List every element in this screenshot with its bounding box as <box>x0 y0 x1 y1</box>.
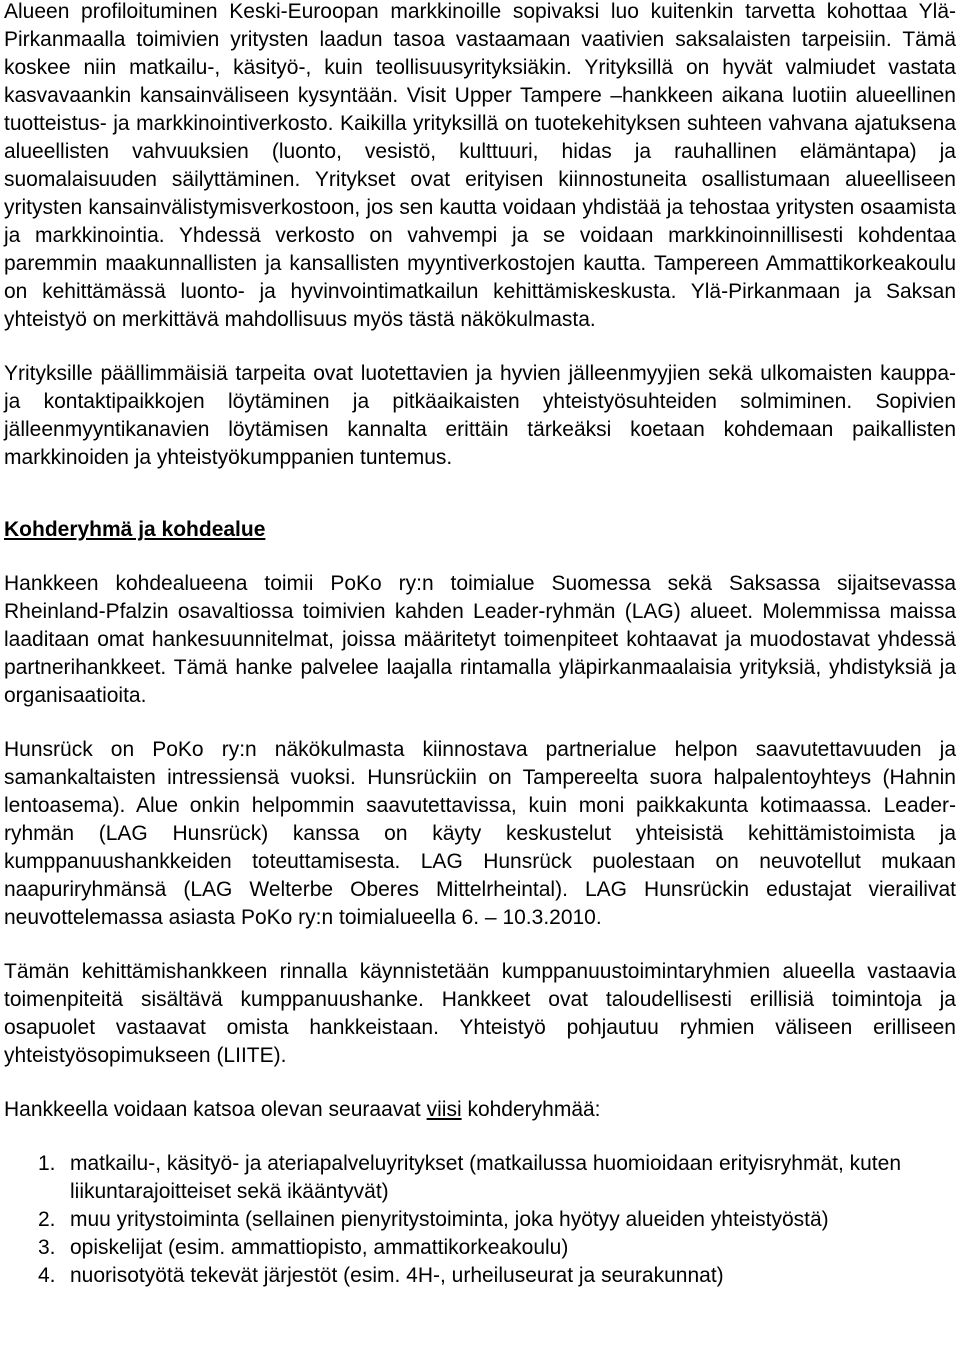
paragraph-company-needs: Yrityksille päällimmäisiä tarpeita ovat luotettavien ja hyvien jälleenmyyjien sekä ulkomaisten kauppa- ja kontaktipaikkojen löytäminen ja pitkäaikaisten yhteistyösuhteiden solmiminen. Sopivien jälleenmyyntikanavien löytämisen kannalta erittäin tärkeäksi koetaan kohdemaan paikallisten markkinoiden ja yhteistyökumppanien tuntemus. <box>4 362 956 469</box>
target-groups-intro <box>4 1096 956 1124</box>
list-item-number: 2. <box>38 1208 56 1231</box>
list-item-number: 4. <box>38 1264 56 1287</box>
paragraph-hunsruck: Hunsrück on PoKo ry:n näkökulmasta kiinnostava partnerialue helpon saavutettavuuden ja samankaltaisten intressiensä vuoksi. Hunsrückiin on Tampereelta suora halpalentoyhteys (Hahnin lentoasema). Alue onkin helpommin saavutettavissa, kuin moni paikkakunta kotimaassa. Leader-ryhmän (LAG Hunsrück) kanssa on käyty keskustelut yhteisistä kehittämistoimista ja kumppanuushankkeiden toteuttamisesta. LAG Hunsrück puolestaan on neuvotellut mukaan naapuriryhmänsä (LAG Welterbe Oberes Mittelrheintal). LAG Hunsrückin edustajat vierailivat neuvottelemassa asiasta PoKo ry:n toimialueella 6. – 10.3.2010. <box>4 738 956 929</box>
document-page <box>4 0 956 1290</box>
target-groups-list <box>4 1150 956 1290</box>
list-item <box>4 1206 956 1234</box>
list-item-text: matkailu-, käsityö- ja ateriapalveluyritykset (matkailussa huomioidaan erityisryhmät, kuten liikuntarajoitteiset sekä ikääntyvät) <box>70 1152 901 1203</box>
list-item-text: muu yritystoiminta (sellainen pienyritystoiminta, joka hyötyy alueiden yhteistyöstä) <box>70 1208 829 1231</box>
target-groups-intro-before: Hankkeella voidaan katsoa olevan seuraavat <box>4 1098 427 1121</box>
section-heading: Kohderyhmä ja kohdealue <box>4 518 266 541</box>
list-item-number: 1. <box>38 1152 56 1175</box>
list-item-text: nuorisotyötä tekevät järjestöt (esim. 4H-, urheiluseurat ja seurakunnat) <box>70 1264 724 1287</box>
list-item-number: 3. <box>38 1236 56 1259</box>
target-groups-intro-after: kohderyhmää: <box>461 1098 601 1121</box>
paragraph-partnership: Tämän kehittämishankkeen rinnalla käynnistetään kumppanuustoimintaryhmien alueella vastaavia toimenpiteitä sisältävä kumppanuushanke. Hankkeet ovat taloudellisesti erillisiä toimintoja ja osapuolet vastaavat omista hankkeistaan. Yhteistyö pohjautuu ryhmien väliseen erilliseen yhteistyösopimukseen (LIITE). <box>4 960 956 1067</box>
target-groups-intro-emphasis: viisi <box>426 1098 462 1121</box>
list-item-text: opiskelijat (esim. ammattiopisto, ammattikorkeakoulu) <box>70 1236 569 1259</box>
list-item <box>4 1234 956 1262</box>
list-item <box>4 1262 956 1290</box>
list-item <box>4 1150 956 1206</box>
paragraph-profiling: Alueen profiloituminen Keski-Euroopan markkinoille sopivaksi luo kuitenkin tarvetta kohottaa Ylä-Pirkanmaalla toimivien yritysten laadun tasoa vastaamaan vaativien saksalaisten tarpeisiin. Tämä koskee niin matkailu-, käsityö-, kuin teollisuusyrityksiäkin. Yrityksillä on hyvät valmiudet vastata kasvavaankin kansainväliseen kysyntään. Visit Upper Tampere –hankkeen aikana luotiin alueellinen tuotteistus- ja markkinointiverkosto. Kaikilla yrityksillä on tuotekehityksen suhteen vahvana ajatuksena alueellisten vahvuuksien (luonto, vesistö, kulttuuri, hidas ja rauhallinen elämäntapa) ja suomalaisuuden säilyttäminen. Yritykset ovat erityisen kiinnostuneita osallistumaan alueelliseen yritysten kansainvälistymisverkostoon, jos sen kautta voidaan yhdistää ja tehostaa yritysten osaamista ja markkinointia. Yhdessä verkosto on vahvempi ja se voidaan markkinoinnillisesti kohdentaa paremmin maakunnallisten ja kansallisten myyntiverkostojen kautta. Tampereen Ammattikorkeakoulu on kehittämässä luonto- ja hyvinvointimatkailun kehittämiskeskusta. Ylä-Pirkanmaan ja Saksan yhteistyö on merkittävä mahdollisuus myös tästä näkökulmasta. <box>4 0 956 331</box>
paragraph-target-area: Hankkeen kohdealueena toimii PoKo ry:n toimialue Suomessa sekä Saksassa sijaitsevassa Rheinland-Pfalzin osavaltiossa toimivien kahden Leader-ryhmän (LAG) alueet. Molemmissa maissa laaditaan omat hankesuunnitelmat, joissa määritetyt toimenpiteet kohtaavat ja muodostavat yhdessä partnerihankkeet. Tämä hanke palvelee laajalla rintamalla yläpirkanmaalaisia yrityksiä, yhdistyksiä ja organisaatioita. <box>4 572 956 707</box>
